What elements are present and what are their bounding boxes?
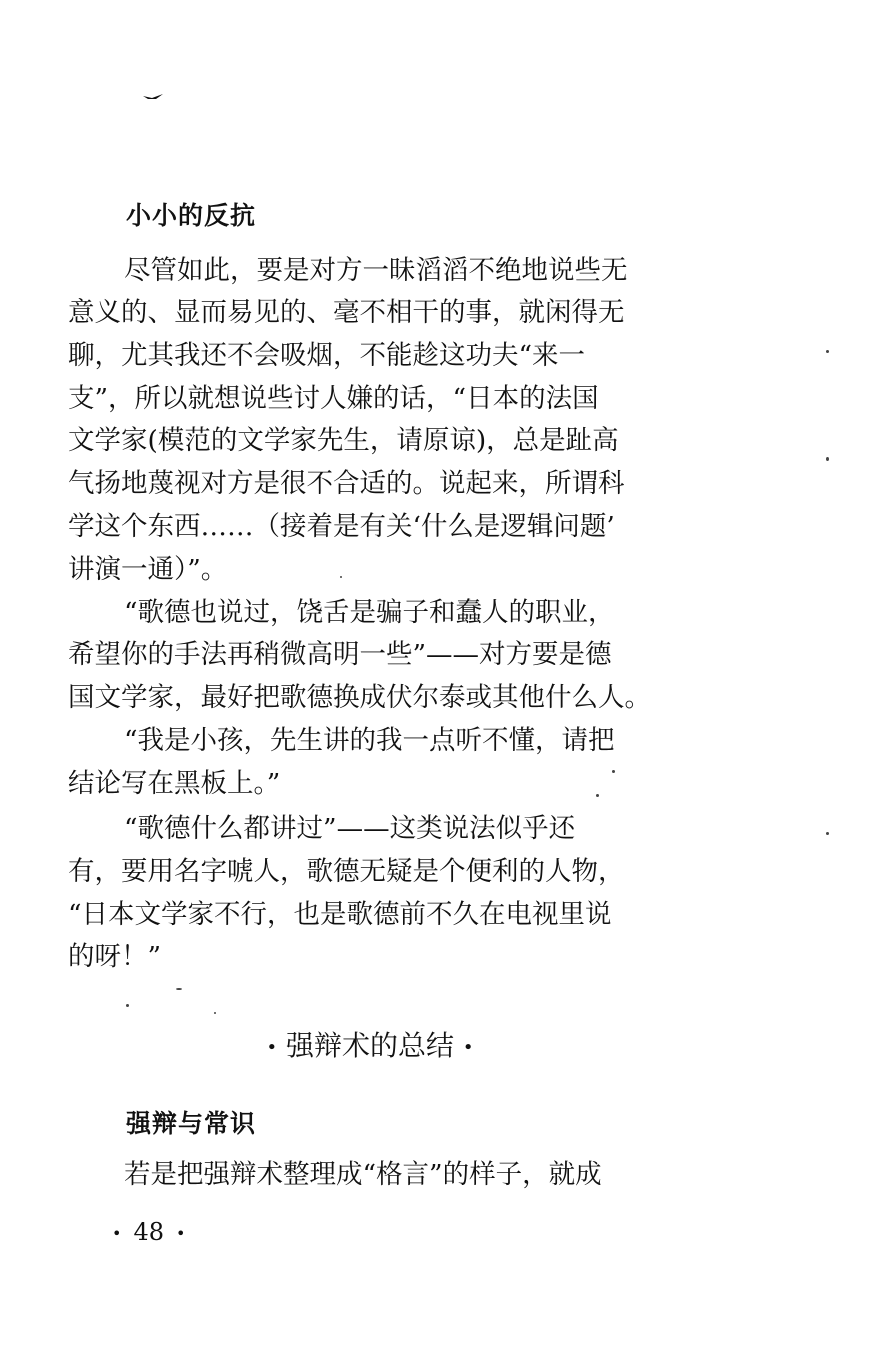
scan-speck bbox=[214, 1012, 216, 1014]
bullet-icon: • bbox=[112, 1224, 122, 1243]
text-line: “日本文学家不行，也是歌德前不久在电视里说 bbox=[68, 899, 612, 930]
bullet-icon: • bbox=[462, 1037, 474, 1058]
text-line: 意义的、显而易见的、毫不相干的事，就闲得无 bbox=[68, 297, 625, 328]
text-line: 支”，所以就想说些讨人嫌的话，“日本的法国 bbox=[68, 383, 599, 414]
text-line: 若是把强辩术整理成“格言”的样子，就成 bbox=[124, 1159, 602, 1190]
ink-mark bbox=[142, 92, 164, 100]
scan-speck bbox=[340, 576, 342, 578]
text-line: 国文学家，最好把歌德换成伏尔泰或其他什么人。 bbox=[68, 682, 651, 713]
scan-speck bbox=[176, 988, 182, 990]
scan-speck bbox=[826, 457, 829, 461]
page-number-text: 48 bbox=[133, 1218, 164, 1246]
scan-speck bbox=[612, 770, 615, 773]
section-title-text: 强辩术的总结 bbox=[285, 1029, 454, 1062]
text-line: 气扬地蔑视对方是很不合适的。说起来，所谓科 bbox=[68, 468, 625, 499]
subsection-heading: 强辩与常识 bbox=[126, 1109, 257, 1138]
page-number bbox=[100, 1218, 197, 1246]
scan-speck bbox=[826, 350, 829, 353]
text-line: 讲演一通）”。 bbox=[68, 554, 228, 585]
bullet-icon: • bbox=[175, 1224, 186, 1243]
scan-speck bbox=[826, 832, 829, 835]
text-line: 文学家(模范的文学家先生，请原谅)，总是趾高 bbox=[68, 425, 619, 456]
text-line: “歌德什么都讲过”——这类说法似乎还 bbox=[124, 813, 576, 844]
text-line: 学这个东西……（接着是有关‘什么是逻辑问题’ bbox=[68, 511, 615, 542]
scan-speck bbox=[126, 1004, 129, 1007]
text-line: 希望你的手法再稍微高明一些”——对方要是德 bbox=[68, 639, 612, 670]
subsection-heading: 小小的反抗 bbox=[126, 201, 257, 230]
bullet-icon: • bbox=[266, 1037, 278, 1058]
text-line: 的呀！” bbox=[68, 941, 162, 972]
section-title bbox=[0, 1024, 740, 1064]
text-line: 有，要用名字唬人，歌德无疑是个便利的人物， bbox=[68, 856, 625, 887]
text-line: 结论写在黑板上。” bbox=[68, 768, 281, 799]
scan-speck bbox=[596, 794, 599, 797]
text-line: “我是小孩，先生讲的我一点听不懂，请把 bbox=[124, 725, 615, 756]
text-line: 尽管如此，要是对方一昧滔滔不绝地说些无 bbox=[124, 255, 628, 286]
text-line: “歌德也说过，饶舌是骗子和蠢人的职业， bbox=[124, 597, 615, 628]
text-line: 聊，尤其我还不会吸烟，不能趁这功夫“来一 bbox=[68, 340, 586, 371]
